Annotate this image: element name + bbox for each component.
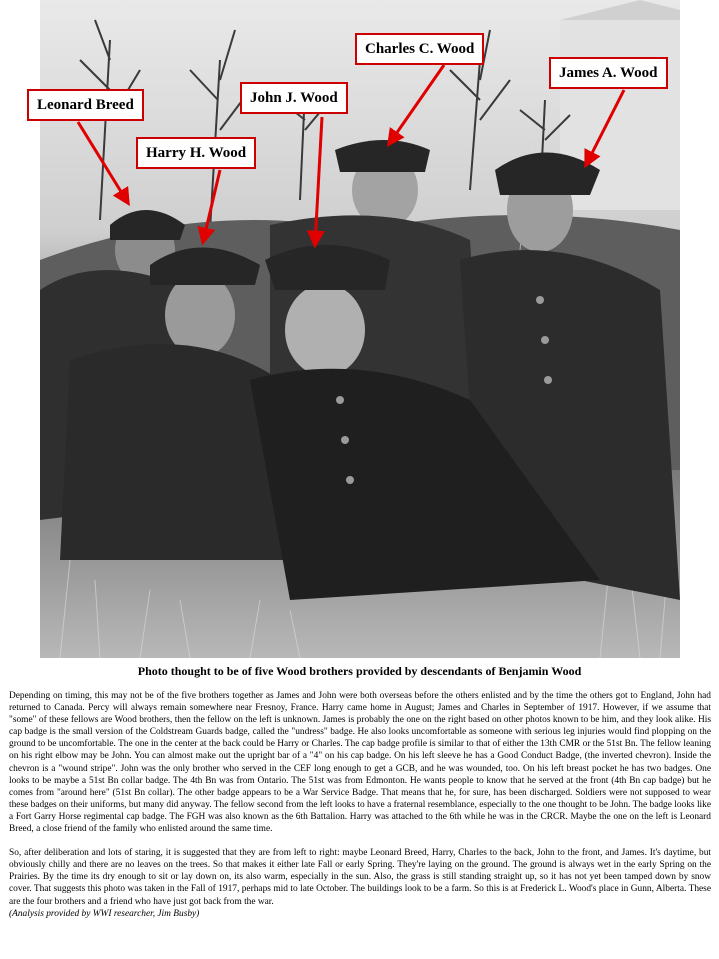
analysis-paragraph-1: Depending on timing, this may not be of the five brothers together as James and John were both overseas before the others enlisted and by the time the others got to England, John had returned to Canada. Percy will always remain somewhere near Fresnoy, France. Harry came home in August; James and Charles in September of 1917. However, if we assume that "some" of these fellows are Wood brothers, then the fellow on the left is unknown. James is probably the one on the right based on other photos known to be him, and they look alike. His cap badge is the small version of the Coldstream Guards badge, called the "undress" badge. He also looks uncomfortable as someone with serious leg injuries would find plopping on the ground to be uncomfortable. The one in the center at the back could be Harry or Charles. The cap badge profile is similar to that of either the 13th CMR or the 51st Bn. The fellow leaning on his right elbow may be John. You can almost make out the upright bar of a "4" on his cap badge. On his left sleeve he has a Good Conduct Badge, (the inverted chevron). Inside the chevron is a "wound stripe". John was the only brother who served in the CEF long enough to get a GCB, and he was wounded, too. On his left breast pocket he has two badges. One looks to be maybe a 51st Bn collar badge. The 4th Bn was from Ontario. The 51st was from Edmonton. He wants people to know that he served at the front (4th Bn cap badge) but he comes from "around here" (51st Bn collar). The other badge appears to be a War Service Badge. That means that he, for sure, has been discharged. Soldiers were not supposed to wear these badges on their uniforms, but many did anyway. The fellow second from the left looks to have a fraternal resemblance, especially to the one thought to be John. The badge looks like a Fort Garry Horse regimental cap badge. The FGH was also known as the 6th Battalion. Harry was attached to the 6th while he was in the CRCR. Maybe the one on the left is Leonard Breed, a close friend of the family who enlisted around the same time. — [9, 691, 711, 835]
label-harry-h-wood: Harry H. Wood — [136, 137, 256, 169]
photo-caption: Photo thought to be of five Wood brothers provided by descendants of Benjamin Wood — [137, 664, 582, 678]
analysis-paragraph-2 — [9, 847, 711, 920]
analysis-paragraph-2-text: So, after deliberation and lots of staring, it is suggested that they are from left to right: maybe Leonard Breed, Harry, Charles to the back, John to the front, and James. It's daytime, but obviously chilly and there are no leaves on the trees. So that makes it either late Fall or early Spring. They're laying on the ground. The ground is always wet in the early Spring on the Prairies. By the time its dry enough to sit or lay down on, its also warm, especially in the sun. Also, the grass is still standing straight up, so it has not yet been tamped down by snow cover. That suggests this photo was taken in the Fall of 1917, perhaps mid to late October. The buildings look to be a farm. So this is at Frederick L. Wood's place in Gunn, Alberta. These are the four brothers and a friend who have just got back from the war. — [9, 848, 711, 907]
label-john-j-wood: John J. Wood — [240, 82, 348, 114]
analysis-credit: (Analysis provided by WWI researcher, Jim Busby) — [9, 908, 200, 919]
label-leonard-breed: Leonard Breed — [27, 89, 144, 121]
analysis-text — [9, 690, 711, 920]
label-charles-c-wood: Charles C. Wood — [355, 33, 484, 65]
label-james-a-wood: James A. Wood — [549, 57, 668, 89]
